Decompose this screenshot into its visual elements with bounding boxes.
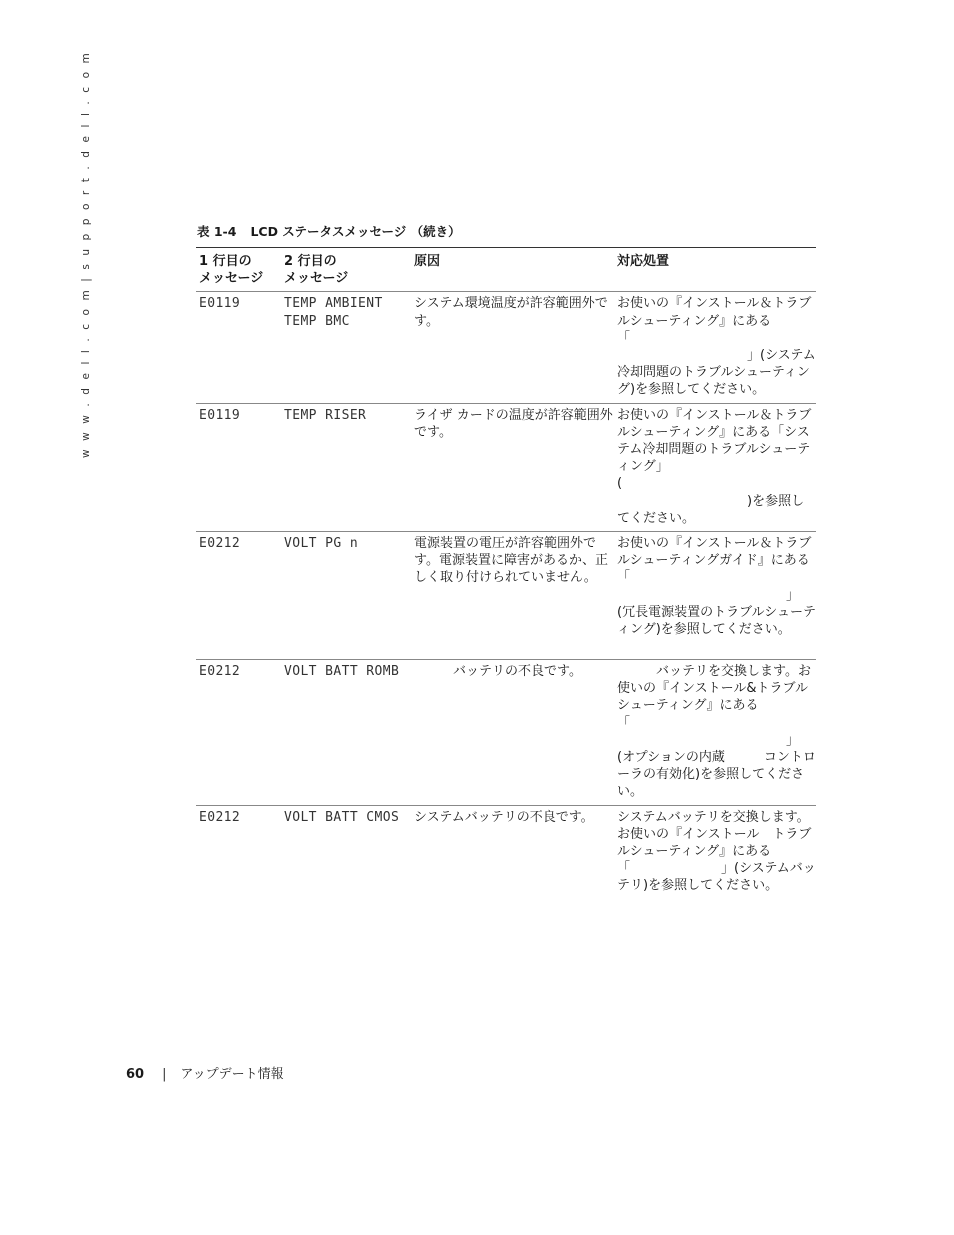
cell-cause: ライザ カードの温度が許容範囲外です。 — [411, 403, 614, 531]
table-row — [196, 532, 816, 660]
cell-line1: E0119 — [196, 403, 281, 531]
cell-action: お使いの『インストール＆トラブルシューティングガイド』にある「 」 (冗長電源装置のトラブルシューティング)を参照してください。 — [614, 532, 816, 660]
table-row — [196, 805, 816, 899]
cell-action: バッテリを交換します。お使いの『インストール&トラブルシューティング』にある 「 」 (オプションの内蔵 コントローラの有効化)を参照してください。 — [614, 660, 816, 806]
footer-separator: | — [162, 1067, 167, 1082]
cell-line1: E0212 — [196, 660, 281, 806]
table-header-row — [196, 248, 816, 292]
cell-action: お使いの『インストール＆トラブルシューティング』にある 「 」(システム冷却問題のトラブルシューティング)を参照してください。 — [614, 292, 816, 403]
page-number: 60 — [126, 1067, 145, 1082]
header-line2: 2 行目の メッセージ — [281, 248, 411, 292]
cell-line1: E0119 — [196, 292, 281, 403]
cell-cause: 電源装置の電圧が許容範囲外です。電源装置に障害があるか、正しく取り付けられていません。 — [411, 532, 614, 660]
lcd-status-table — [196, 247, 816, 899]
cell-line2: VOLT PG n — [281, 532, 411, 660]
table-row — [196, 660, 816, 806]
cell-line2: VOLT BATT ROMB — [281, 660, 411, 806]
page-footer — [126, 1063, 284, 1082]
cell-line1: E0212 — [196, 532, 281, 660]
cell-cause: システム環境温度が許容範囲外です。 — [411, 292, 614, 403]
cell-action: システムバッテリを交換します。お使いの『インストール トラブルシューティング』にある 「 」(システムバッテリ)を参照してください。 — [617, 809, 816, 894]
cell-cause: システムバッテリの不良です。 — [414, 809, 594, 825]
table-row — [196, 403, 816, 531]
table-number: 表 1-4 — [197, 224, 237, 239]
header-line1: 1 行目の メッセージ — [196, 248, 281, 292]
cell-cause: バッテリの不良です。 — [411, 660, 614, 806]
table-caption — [197, 222, 461, 240]
cell-line2: VOLT BATT CMOS — [284, 809, 400, 825]
cell-action: お使いの『インストール＆トラブルシューティング』にある「システム冷却問題のトラブルシューティング」 ( )を参照してください。 — [614, 403, 816, 531]
cell-line2: TEMP RISER — [281, 403, 411, 531]
cell-line2: TEMP AMBIENT TEMP BMC — [281, 292, 411, 403]
header-action: 対応処置 — [614, 248, 816, 292]
table-row — [196, 292, 816, 403]
header-cause: 原因 — [411, 248, 614, 292]
table-title: LCD ステータスメッセージ （続き） — [250, 224, 461, 239]
section-title: アップデート情報 — [180, 1067, 284, 1082]
cell-line1: E0212 — [199, 809, 241, 825]
side-url: w w w . d e l l . c o m | s u p p o r t . d e l l . c o m — [80, 50, 92, 458]
